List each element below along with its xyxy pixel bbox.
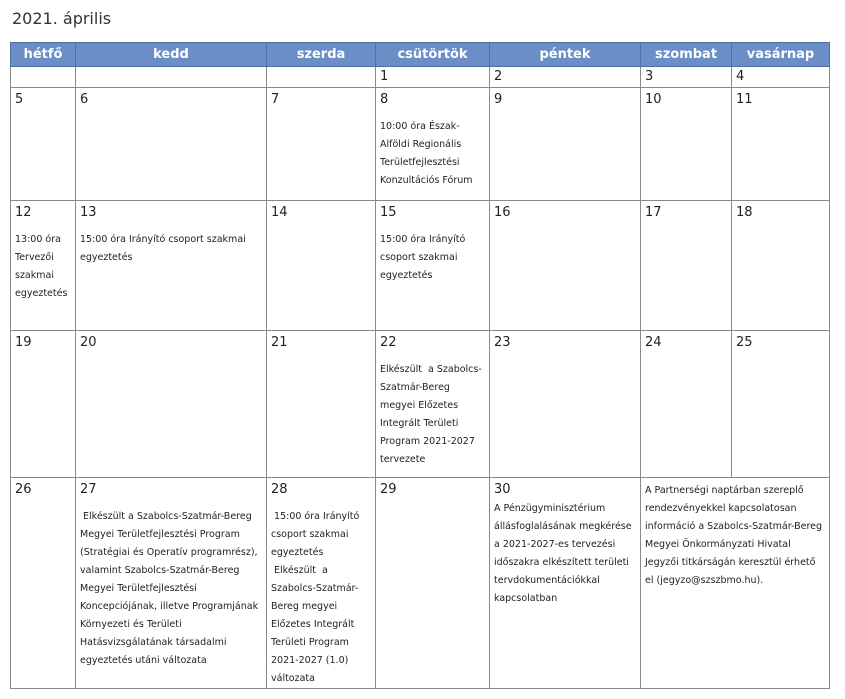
week-row <box>11 88 830 201</box>
day-number: 8 <box>380 92 389 107</box>
day-cell <box>490 201 641 331</box>
day-cell <box>732 88 830 201</box>
week-row <box>11 201 830 331</box>
day-number: 17 <box>645 205 662 220</box>
day-cell <box>641 331 732 478</box>
day-number: 1 <box>380 69 389 84</box>
weekday-header: kedd <box>76 43 267 67</box>
calendar-table <box>10 42 830 689</box>
day-cell <box>11 331 76 478</box>
day-number: 4 <box>736 69 745 84</box>
event-text: Elkészült a Szabolcs-Szatmár-Bereg Megyei Területfejlesztési Program (Stratégiai és Operatív programrész), valamint Szabolcs-Szatmár-Bereg Megyei Területfejlesztési Koncepciójának, illetve Programjának Környezeti és Területi Hatásvizsgálatának társadalmi egyeztetés utáni változata <box>80 511 262 666</box>
day-number: 26 <box>15 482 32 497</box>
day-cell <box>267 331 376 478</box>
day-number: 29 <box>380 482 397 497</box>
calendar-title: 2021. április <box>12 9 112 28</box>
day-cell <box>11 88 76 201</box>
week-row <box>11 331 830 478</box>
day-cell <box>267 201 376 331</box>
day-number: 7 <box>271 92 280 107</box>
info-note: A Partnerségi naptárban szereplő rendezvényekkel kapcsolatosan információ a Szabolcs-Szatmár-Bereg Megyei Önkormányzati Hivatal Jegyzői titkárságán keresztül érhető el (jegyzo@szszbmo.hu). <box>645 485 826 586</box>
day-cell <box>641 88 732 201</box>
weekday-header: hétfő <box>11 43 76 67</box>
day-number: 24 <box>645 335 662 350</box>
weekday-header: péntek <box>490 43 641 67</box>
day-number: 12 <box>15 205 32 220</box>
day-number: 9 <box>494 92 503 107</box>
day-number: 3 <box>645 69 654 84</box>
week-row <box>11 67 830 88</box>
day-number: 22 <box>380 335 397 350</box>
day-cell <box>376 88 490 201</box>
event-text: 15:00 óra Irányító csoport szakmai egyeztetés Elkészült a Szabolcs-Szatmár-Bereg megyei Előzetes Integrált Területi Program 2021-2027 (1.0) változata <box>271 511 360 684</box>
day-number: 15 <box>380 205 397 220</box>
day-cell <box>267 478 376 689</box>
day-number: 13 <box>80 205 97 220</box>
day-number: 27 <box>80 482 97 497</box>
info-note-cell <box>641 478 830 689</box>
day-cell <box>76 331 267 478</box>
event-text: 15:00 óra Irányító csoport szakmai egyeztetés <box>380 234 469 281</box>
day-number: 10 <box>645 92 662 107</box>
day-cell <box>490 67 641 88</box>
week-row <box>11 478 830 689</box>
day-number: 21 <box>271 335 288 350</box>
event-text: A Pénzügyminisztérium állásfoglalásának megkérése a 2021-2027-es tervezési időszakra elkészített területi tervdokumentációkkal kapcsolatban <box>494 503 635 604</box>
day-cell <box>376 331 490 478</box>
day-number: 25 <box>736 335 753 350</box>
day-number: 2 <box>494 69 503 84</box>
day-cell <box>732 201 830 331</box>
day-number: 11 <box>736 92 753 107</box>
day-cell <box>76 478 267 689</box>
day-cell <box>376 478 490 689</box>
weekday-header-row <box>11 43 830 67</box>
weekday-header: szerda <box>267 43 376 67</box>
day-number: 23 <box>494 335 511 350</box>
weekday-header: szombat <box>641 43 732 67</box>
weekday-header: csütörtök <box>376 43 490 67</box>
day-number: 5 <box>15 92 24 107</box>
day-number: 6 <box>80 92 89 107</box>
day-cell-empty <box>76 67 267 88</box>
day-cell-empty <box>267 67 376 88</box>
event-text: 10:00 óra Észak-Alföldi Regionális Területfejlesztési Konzultációs Fórum <box>380 121 473 186</box>
day-number: 18 <box>736 205 753 220</box>
day-number: 28 <box>271 482 288 497</box>
event-text: 15:00 óra Irányító csoport szakmai egyeztetés <box>80 234 249 263</box>
weekday-header: vasárnap <box>732 43 830 67</box>
day-number: 19 <box>15 335 32 350</box>
day-cell <box>11 478 76 689</box>
day-cell <box>641 201 732 331</box>
day-number: 14 <box>271 205 288 220</box>
event-text: 13:00 óra Tervezői szakmai egyeztetés <box>15 234 68 299</box>
day-cell <box>76 201 267 331</box>
day-cell <box>376 201 490 331</box>
day-cell <box>490 331 641 478</box>
day-cell-empty <box>11 67 76 88</box>
day-cell <box>732 67 830 88</box>
day-cell <box>641 67 732 88</box>
day-cell <box>490 478 641 689</box>
day-cell <box>732 331 830 478</box>
day-cell <box>76 88 267 201</box>
day-number: 30 <box>494 482 511 497</box>
day-number: 20 <box>80 335 97 350</box>
day-cell <box>490 88 641 201</box>
day-cell <box>376 67 490 88</box>
day-cell <box>267 88 376 201</box>
event-text: Elkészült a Szabolcs-Szatmár-Bereg megyei Előzetes Integrált Területi Program 2021-2027 tervezete <box>380 364 482 465</box>
day-number: 16 <box>494 205 511 220</box>
day-cell <box>11 201 76 331</box>
